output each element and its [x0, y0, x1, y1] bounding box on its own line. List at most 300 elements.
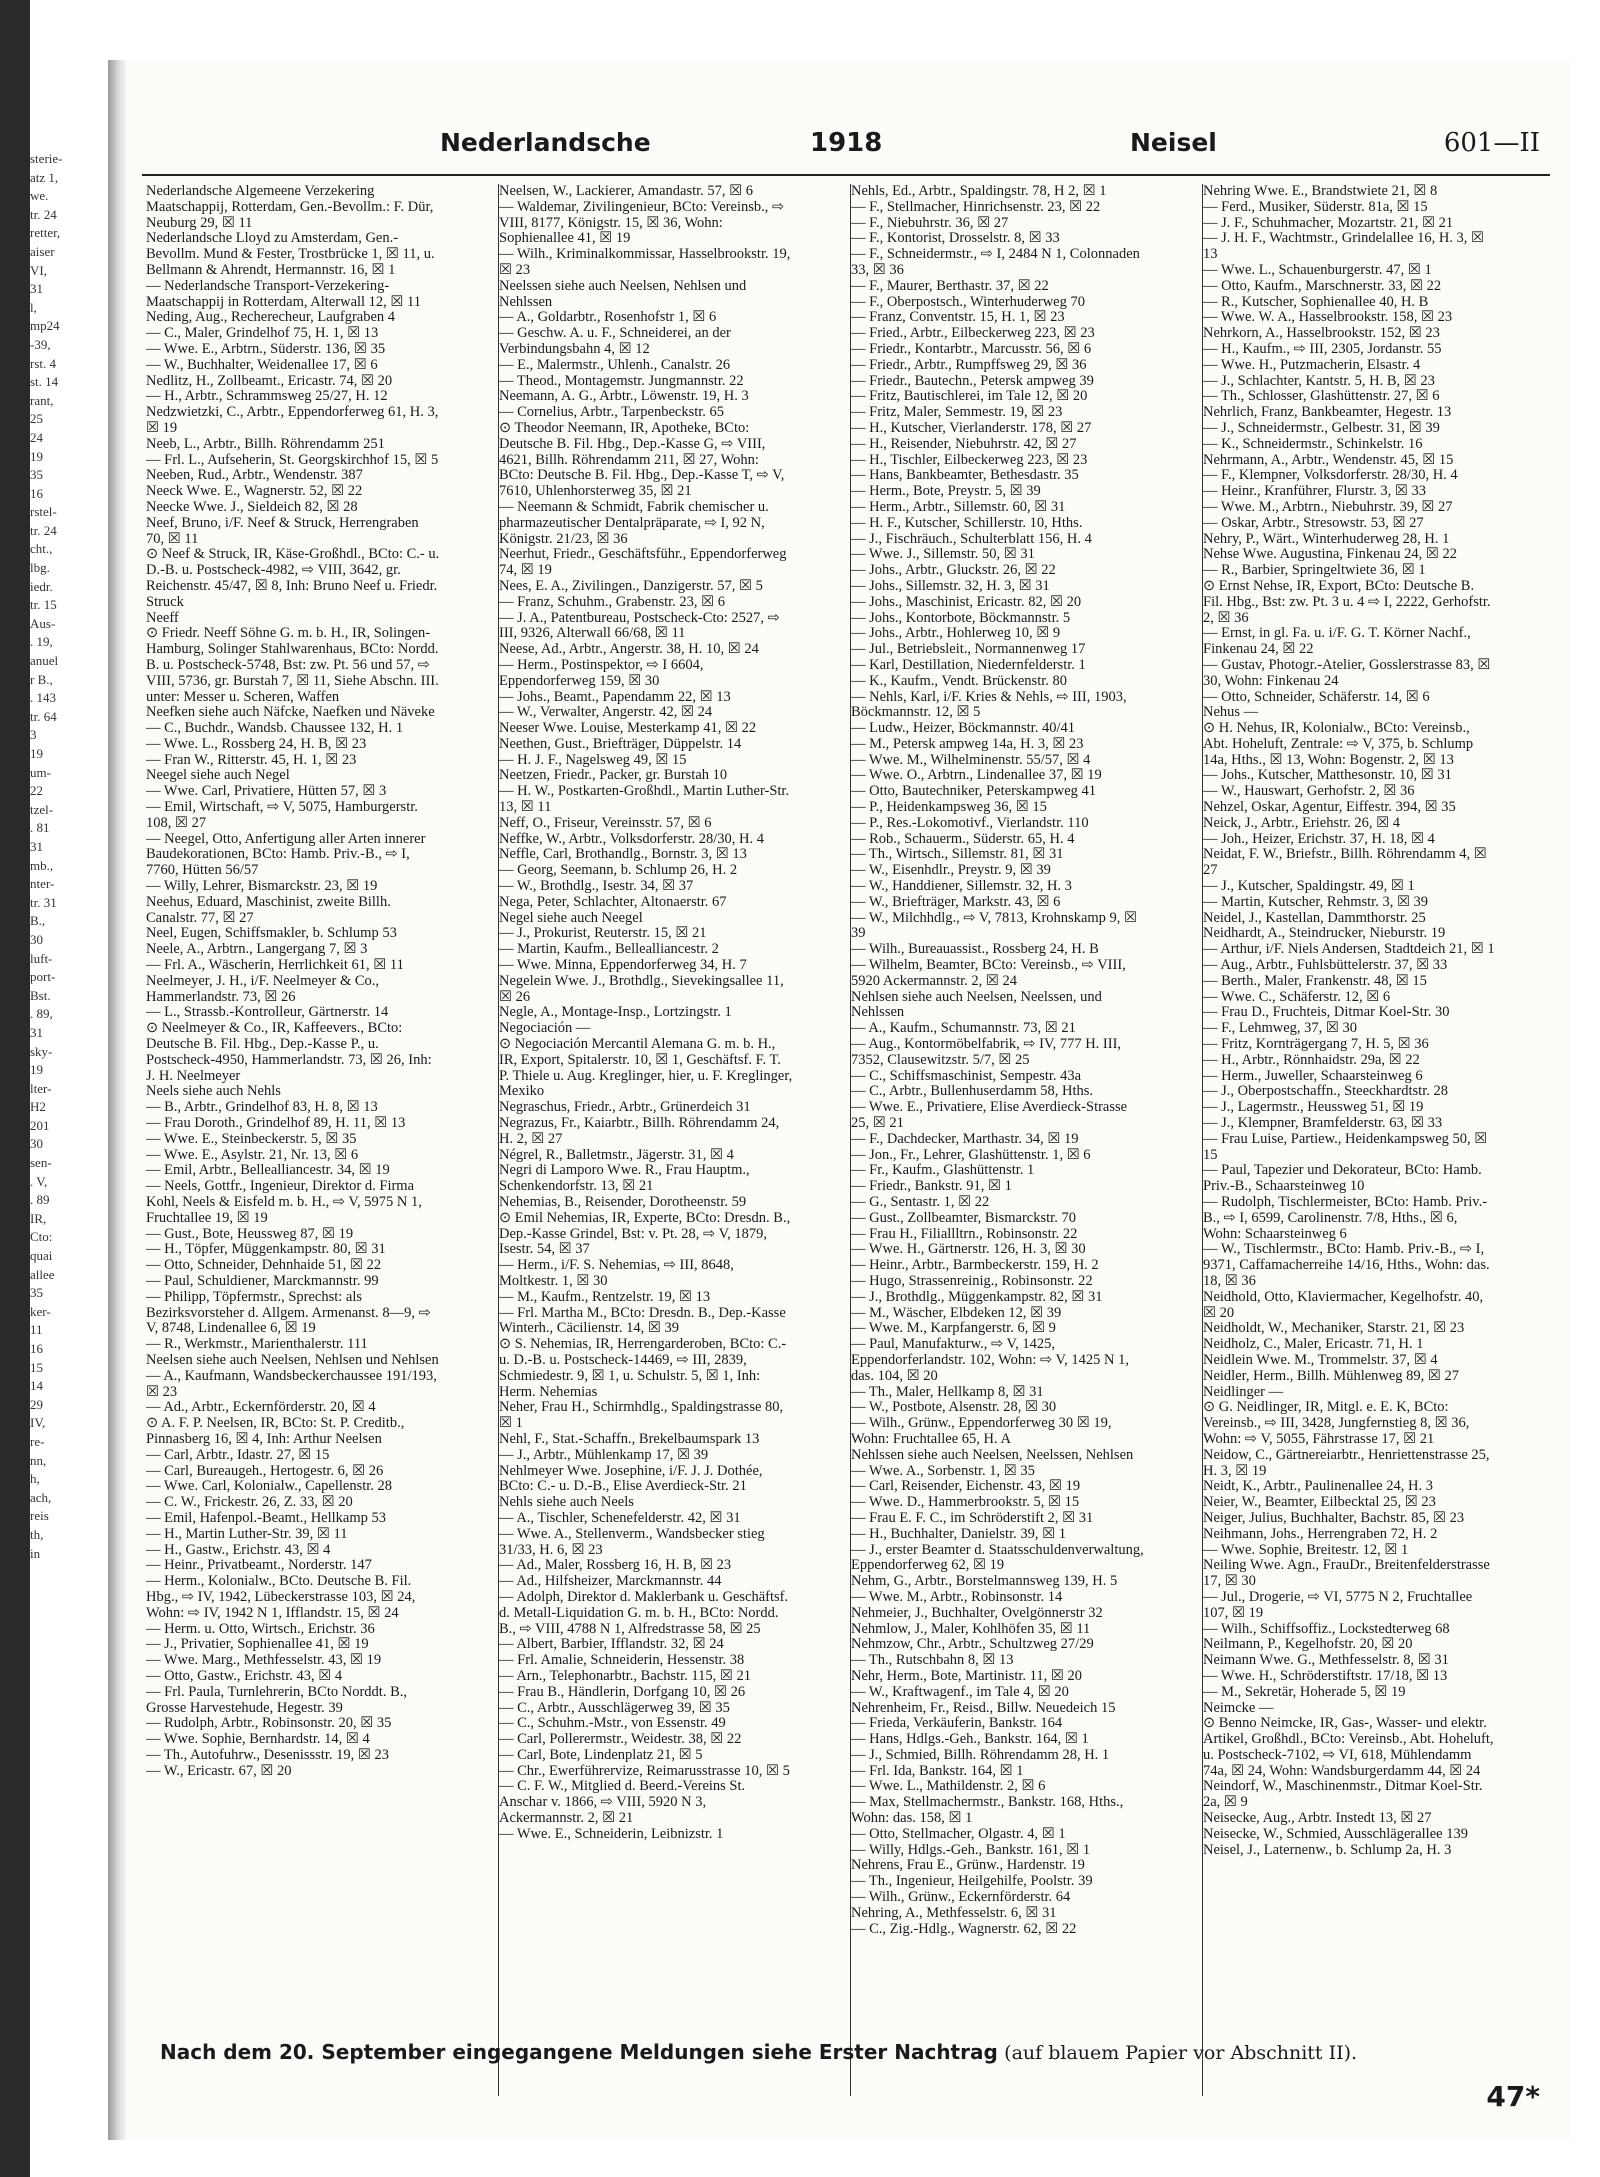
directory-entry: Nehls siehe auch Neels — [499, 1494, 634, 1511]
directory-entry: — W., Brothdlg., Isestr. 34, ☒ 37 — [499, 878, 694, 895]
directory-entry: — Fran W., Ritterstr. 45, H. 1, ☒ 23 — [146, 751, 357, 768]
directory-entry: — F., Lehmweg, 37, ☒ 30 — [1203, 1020, 1358, 1037]
fragment-line: B., — [30, 913, 46, 929]
directory-entry: — Karl, Destillation, Niedernfelderstr. 1 — [851, 656, 1086, 673]
directory-entry: — Franz, Schuhm., Grabenstr. 23, ☒ 6 — [499, 593, 726, 610]
directory-entry: — Frau Doroth., Grindelhof 89, H. 11, ☒ 13 — [146, 1115, 406, 1132]
directory-page — [126, 60, 1570, 2140]
directory-entry: — J., Lagermstr., Heussweg 51, ☒ 19 — [1203, 1099, 1424, 1116]
directory-entry: — Gust., Bote, Heussweg 87, ☒ 19 — [146, 1225, 354, 1242]
fragment-line: port- — [30, 969, 56, 985]
directory-entry: — H., Arbtr., Schrammsweg 25/27, H. 12 — [146, 388, 388, 405]
fragment-line: 16 — [30, 1341, 43, 1356]
directory-entry: Neele, A., Arbtrn., Langergang 7, ☒ 3 — [146, 941, 368, 958]
fragment-line: H2 — [30, 1099, 46, 1115]
directory-entry: — Frl. A., Wäscherin, Herrlichkeit 61, ☒ 11 — [146, 957, 404, 974]
directory-entry: — Rudolph, Arbtr., Robinsonstr. 20, ☒ 35 — [146, 1715, 392, 1732]
directory-entry: — Paul, Schuldiener, Marckmannstr. 99 — [146, 1272, 379, 1289]
directory-entry: Neff, O., Friseur, Vereinsstr. 57, ☒ 6 — [499, 814, 712, 831]
directory-entry: — Adolph, Direktor d. Maklerbank u. Geschäftsf. d. Metall-Liquidation G. m. b. H., BCto: Nordd. B., ⇨ VIII, 4788 N 1, Alfredstrasse 58, ☒ 25 — [499, 1588, 789, 1637]
fragment-line: Cto: — [30, 1229, 53, 1245]
directory-entry: Nedzwietzki, C., Arbtr., Eppendorferweg 61, H. 3, ☒ 19 — [146, 404, 439, 436]
directory-entry: Nehlmeyer Wwe. Josephine, i/F. J. J. Dothée, BCto: C.- u. D.-B., Elise Averdieck-Str. 21 — [499, 1462, 763, 1495]
fragment-line: rant, — [30, 392, 54, 408]
directory-entry: — Neels, Gottfr., Ingenieur, Direktor d. Firma Kohl, Neels & Eisfeld m. b. H., ⇨ V, 5975 N 1, Fruchtallee 19, ☒ 19 — [146, 1178, 422, 1226]
directory-entry: — W., Handdiener, Sillemstr. 32, H. 3 — [851, 878, 1072, 895]
fragment-line: l, — [30, 299, 37, 315]
directory-entry: Nehus — — [1203, 704, 1259, 721]
directory-entry: Nehzel, Oskar, Agentur, Eiffestr. 394, ☒ 35 — [1203, 799, 1456, 816]
directory-entry: Nehring, A., Methfesselstr. 6, ☒ 31 — [851, 1904, 1057, 1921]
directory-entry: — Frl. L., Aufseherin, St. Georgskirchhof 15, ☒ 5 — [146, 451, 439, 468]
directory-entry: — Albert, Barbier, Ifflandstr. 32, ☒ 24 — [499, 1636, 724, 1653]
directory-entry: — Heinr., Privatbeamt., Norderstr. 147 — [146, 1557, 372, 1574]
directory-entry: — Nederlandsche Transport-Verzekering-Maatschappij in Rotterdam, Alterwall 12, ☒ 11 — [146, 277, 422, 310]
directory-entry: — H., Kaufm., ⇨ III, 2305, Jordanstr. 55 — [1203, 340, 1442, 357]
directory-entry: — Carl, Bote, Lindenplatz 21, ☒ 5 — [499, 1746, 703, 1763]
directory-entry: — Carl, Bureaugeh., Hertogestr. 6, ☒ 26 — [146, 1462, 384, 1479]
directory-entry: — Friedr., Arbtr., Rumpffsweg 29, ☒ 36 — [851, 356, 1087, 373]
directory-entry: — H., Martin Luther-Str. 39, ☒ 11 — [146, 1525, 348, 1542]
fragment-line: 3 — [30, 727, 37, 743]
page-number: 601—II — [1443, 128, 1540, 158]
directory-entry: Nehr, Herm., Bote, Martinistr. 11, ☒ 20 — [851, 1667, 1082, 1684]
directory-entry: — Gustav, Photogr.-Atelier, Gosslerstrasse 83, ☒ 30, Wohn: Finkenau 24 — [1203, 656, 1491, 689]
footer-paper-note: (auf blauem Papier vor Abschnitt II). — [1004, 2042, 1358, 2064]
fragment-line: nter- — [30, 876, 55, 892]
directory-entry: — Neemann & Schmidt, Fabrik chemischer u. pharmazeutischer Dentalpräparate, ⇨ I, 92 N, Königstr. 21/23, ☒ 36 — [499, 498, 769, 547]
directory-entry: Neel, Eugen, Schiffsmakler, b. Schlump 53 — [146, 925, 397, 942]
directory-entry: Nehl, F., Stat.-Schaffn., Brekelbaumspark 13 — [499, 1430, 760, 1447]
directory-entry: — Wwe. A., Sorbenstr. 1, ☒ 35 — [851, 1462, 1035, 1479]
directory-entry: — Wwe. J., Sillemstr. 50, ☒ 31 — [851, 546, 1035, 563]
directory-entry: — Waldemar, Zivilingenieur, BCto: Vereinsb., ⇨ VIII, 8177, Königstr. 15, ☒ 36, Wohn: Sophienallee 41, ☒ 19 — [499, 198, 785, 247]
directory-entry: ⊙ Neelmeyer & Co., IR, Kaffeevers., BCto: Deutsche B. Fil. Hbg., Dep.-Kasse P., u. Postscheck-4950, Hammerlandstr. 73, ☒ 26, Inh: J. H. Neelmeyer — [146, 1020, 432, 1084]
directory-entry: Neisecke, Aug., Arbtr. Instedt 13, ☒ 27 — [1203, 1810, 1432, 1827]
directory-entry: Neisecke, W., Schmied, Ausschlägerallee 139 — [1203, 1825, 1468, 1842]
directory-entry: — Wwe. M., Arbtr., Robinsonstr. 14 — [851, 1588, 1063, 1605]
directory-entry: Neegel siehe auch Negel — [146, 767, 290, 784]
directory-entry: — Ad., Maler, Rossberg 16, H. B, ☒ 23 — [499, 1557, 732, 1574]
directory-entry: — Ernst, in gl. Fa. u. i/F. G. T. Körner Nachf., Finkenau 24, ☒ 22 — [1203, 625, 1471, 658]
directory-entry: — C., Arbtr., Bullenhuserdamm 58, Hths. — [851, 1083, 1094, 1100]
directory-entry: Nehm, G., Arbtr., Borstelmannsweg 139, H. 5 — [851, 1573, 1118, 1590]
directory-entry: — C., Schuhm.-Mstr., von Essenstr. 49 — [499, 1715, 726, 1732]
directory-entry: — Ferd., Musiker, Süderstr. 81a, ☒ 15 — [1203, 198, 1428, 215]
directory-entry: — Wwe. D., Hammerbrookstr. 5, ☒ 15 — [851, 1494, 1080, 1511]
directory-entry: Neidow, C., Gärtnereiarbtr., Henriettenstrasse 25, H. 3, ☒ 19 — [1203, 1446, 1490, 1479]
directory-entry: — Wwe. A., Stellenverm., Wandsbecker stieg 31/33, H. 6, ☒ 23 — [499, 1525, 765, 1558]
directory-entry: Nehlssen siehe auch Neelsen, Neelssen, Nehlsen — [851, 1446, 1134, 1463]
fragment-line: 30 — [30, 931, 43, 947]
directory-entry: — Emil, Hafenpol.-Beamt., Hellkamp 53 — [146, 1509, 387, 1526]
directory-entry: — Franz, Conventstr. 15, H. 1, ☒ 23 — [851, 309, 1065, 326]
directory-entry: — H. J. F., Nagelsweg 49, ☒ 15 — [499, 751, 687, 768]
directory-entry: — P., Heidenkampsweg 36, ☒ 15 — [851, 799, 1047, 816]
fragment-line: quai — [30, 1248, 53, 1264]
fragment-line: cht., — [30, 541, 53, 557]
directory-entry: — Emil, Wirtschaft, ⇨ V, 5075, Hamburgerstr. 108, ☒ 27 — [146, 799, 418, 831]
directory-entry: — Frau B., Händlerin, Dorfgang 10, ☒ 26 — [499, 1683, 746, 1700]
directory-entry: Neimcke — — [1203, 1699, 1274, 1716]
directory-entry: Neier, W., Beamter, Eilbecktal 25, ☒ 23 — [1203, 1494, 1436, 1511]
directory-entry: Neiger, Julius, Buchhalter, Bachstr. 85, ☒ 23 — [1203, 1509, 1465, 1526]
directory-entry: Neffle, Carl, Brothandlg., Bornstr. 3, ☒ 13 — [499, 846, 747, 863]
directory-entry: — Nehls, Karl, i/F. Kries & Nehls, ⇨ III, 1903, Böckmannstr. 12, ☒ 5 — [851, 688, 1127, 721]
directory-entry: Nederlandsche Lloyd zu Amsterdam, Gen.-Bevollm. Mund & Fester, Trostbrücke 1, ☒ 11, u. Bellmann & Ahrendt, Hermannstr. 16, ☒ 1 — [146, 230, 435, 278]
directory-entry: — Wwe. H., Schröderstiftstr. 17/18, ☒ 13 — [1203, 1667, 1448, 1684]
directory-entry: — Martin, Kutscher, Rehmstr. 3, ☒ 39 — [1203, 893, 1429, 910]
directory-entry: — Neegel, Otto, Anfertigung aller Arten innerer Baudekorationen, BCto: Hamb. Priv.-B., ⇨ I, 7760, Hütten 56/57 — [146, 830, 426, 879]
fragment-line: Bst. — [30, 987, 51, 1003]
fragment-line: 31 — [30, 1024, 43, 1040]
directory-entry: — H., Tischler, Eilbeckerweg 223, ☒ 23 — [851, 451, 1088, 468]
directory-entry: — Fried., Arbtr., Eilbeckerweg 223, ☒ 23 — [851, 325, 1095, 342]
directory-entry: — Theod., Montagemstr. Jungmannstr. 22 — [499, 372, 744, 389]
directory-entry: Neese, Ad., Arbtr., Angerstr. 38, H. 10, ☒ 24 — [499, 641, 759, 658]
directory-entry: — A., Goldarbtr., Rosenhofstr 1, ☒ 6 — [499, 309, 717, 326]
directory-entry: — J., erster Beamter d. Staatsschuldenverwaltung, Eppendorferweg 62, ☒ 19 — [851, 1541, 1144, 1574]
directory-entry: Neffke, W., Arbtr., Volksdorferstr. 28/30, H. 4 — [499, 830, 765, 847]
fragment-line: 19 — [30, 448, 43, 464]
fragment-line: 31 — [30, 281, 43, 297]
fragment-line: . 89 — [30, 1192, 50, 1208]
directory-entry: ⊙ Theodor Neemann, IR, Apotheke, BCto: Deutsche B. Fil. Hbg., Dep.-Kasse G, ⇨ VIII, 4621, Billh. Röhrendamm 211, ☒ 27, Wohn: BCto: Deutsche B. Fil. Hbg., Dep.-Kasse T, ⇨ V, 7610, Uhlenhorsterweg 35, ☒ 21 — [499, 419, 785, 500]
column-1 — [146, 184, 440, 2096]
directory-entry: — Cornelius, Arbtr., Tarpenbeckstr. 65 — [499, 404, 725, 421]
fragment-line: ker- — [30, 1303, 51, 1319]
directory-entry: — Otto, Gastw., Erichstr. 43, ☒ 4 — [146, 1667, 343, 1684]
directory-entry: Neidholz, C., Maler, Ericastr. 71, H. 1 — [1203, 1336, 1424, 1353]
fragment-line: luft- — [30, 950, 53, 966]
directory-entry: Nehring Wwe. E., Brandstwiete 21, ☒ 8 — [1203, 184, 1438, 199]
directory-entry: — J., Schneidermstr., Gelbestr. 31, ☒ 39 — [1203, 419, 1440, 436]
directory-entry: — Joh., Heizer, Erichstr. 37, H. 18, ☒ 4 — [1203, 830, 1435, 847]
directory-entry: — Johs., Arbtr., Hohlerweg 10, ☒ 9 — [851, 625, 1061, 642]
directory-entry: Neidler, Herm., Billh. Mühlenweg 89, ☒ 27 — [1203, 1367, 1460, 1384]
directory-entry: — W., Briefträger, Markstr. 43, ☒ 6 — [851, 893, 1061, 910]
directory-entry: Neidel, J., Kastellan, Dammthorstr. 25 — [1203, 909, 1426, 926]
fragment-line: um- — [30, 764, 51, 780]
directory-entry: — F., Oberpostsch., Winterhuderweg 70 — [851, 293, 1085, 310]
directory-entry: — Wilh., Schiffsoffiz., Lockstedterweg 68 — [1203, 1620, 1450, 1637]
header-right-keyword: Neisel — [1130, 128, 1217, 157]
directory-entry: — Berth., Maler, Frankenstr. 48, ☒ 15 — [1203, 972, 1427, 989]
fragment-line: mb., — [30, 857, 54, 873]
directory-entry: — J., Fischräuch., Schulterblatt 156, H. 4 — [851, 530, 1092, 547]
fragment-line: IR, — [30, 1210, 47, 1226]
directory-entry: Nehemias, B., Reisender, Dorotheenstr. 59 — [499, 1194, 747, 1210]
directory-entry: — Frl. Ida, Bankstr. 164, ☒ 1 — [851, 1762, 1024, 1779]
directory-entry: Neelsen siehe auch Neelsen, Nehlsen und Nehlsen — [146, 1351, 439, 1368]
directory-entry: — H. F., Kutscher, Schillerstr. 10, Hths. — [851, 514, 1083, 531]
directory-entry: — Frl. Martha M., BCto: Dresdn. B., Dep.-Kasse Winterh., Cäcilienstr. 14, ☒ 39 — [499, 1304, 786, 1337]
fragment-line: . 81 — [30, 820, 50, 836]
header-left-keyword: Nederlandsche — [440, 128, 651, 157]
directory-entry: — J. H. F., Wachtmstr., Grindelallee 16, H. 3, ☒ 13 — [1203, 230, 1485, 263]
directory-entry: ⊙ S. Nehemias, IR, Herrengarderoben, BCto: C.- u. D.-B. u. Postscheck-14469, ⇨ III, 2839, Schmiedestr. 9, ☒ 1, u. Schulstr. 5, ☒ 1, Inh: Herm. Nehemias — [499, 1336, 787, 1400]
directory-entry: Neidhardt, A., Steindrucker, Nieburstr. 19 — [1203, 925, 1446, 942]
fragment-line: 29 — [30, 1396, 43, 1412]
fragment-line: 11 — [30, 1322, 43, 1338]
directory-entry: — Wwe. Carl, Privatiere, Hütten 57, ☒ 3 — [146, 783, 387, 800]
directory-entry: — Otto, Schneider, Schäferstr. 14, ☒ 6 — [1203, 688, 1430, 705]
directory-entry: — Rudolph, Tischlermeister, BCto: Hamb. Priv.-B., ⇨ I, 6599, Carolinenstr. 7/8, Hths., ☒ 6, Wohn: Schaarsteinweg 6 — [1203, 1194, 1488, 1242]
directory-entry: — Wwe. M., Karpfangerstr. 6, ☒ 9 — [851, 1320, 1056, 1337]
directory-entry: Neemann, A. G., Arbtr., Löwenstr. 19, H. 3 — [499, 388, 749, 405]
fragment-line: atz 1, — [30, 169, 59, 185]
directory-entry: — Wwe. C., Schäferstr. 12, ☒ 6 — [1203, 988, 1391, 1005]
directory-entry: — H., Arbtr., Rönnhaidstr. 29a, ☒ 22 — [1203, 1051, 1420, 1068]
directory-entry: Neeben, Rud., Arbtr., Wendenstr. 387 — [146, 467, 363, 484]
directory-entry: — Th., Autofuhrw., Desenissstr. 19, ☒ 23 — [146, 1746, 389, 1763]
directory-entry: — Herm. u. Otto, Wirtsch., Erichstr. 36 — [146, 1620, 375, 1637]
directory-entry: — J., Schmied, Billh. Röhrendamm 28, H. 1 — [851, 1746, 1110, 1763]
fragment-line: . 89, — [30, 1006, 53, 1022]
directory-entry: — Wwe. M., Arbtrn., Niebuhrstr. 39, ☒ 27 — [1203, 498, 1453, 515]
directory-entry: Neehus, Eduard, Maschinist, zweite Billh. Canalstr. 77, ☒ 27 — [146, 893, 391, 926]
directory-entry: — Wilh., Grünw., Eppendorferweg 30 ☒ 19, Wohn: Fruchtallee 65, H. A — [851, 1415, 1112, 1447]
fragment-line: lter- — [30, 1080, 52, 1096]
fragment-line: allee — [30, 1266, 55, 1282]
directory-entry: — Philipp, Töpfermstr., Sprechst: als Bezirksvorsteher d. Allgem. Armenanst. 8—9, ⇨ V, 8748, Lindenallee 6, ☒ 19 — [146, 1288, 431, 1337]
footer-bold-text: Nach dem 20. September eingegangene Meldungen siehe Erster Nachtrag — [160, 2040, 998, 2064]
directory-entry: Neisel, J., Laternenw., b. Schlump 2a, H. 3 — [1203, 1841, 1452, 1858]
directory-entry: Neelsen, W., Lackierer, Amandastr. 57, ☒ 6 — [499, 184, 754, 199]
directory-entry: — Frl. Paula, Turnlehrerin, BCto Norddt. B., Grosse Harvestehude, Hegestr. 39 — [146, 1683, 408, 1716]
directory-entry: — Wwe. H., Gärtnerstr. 126, H. 3, ☒ 30 — [851, 1241, 1086, 1258]
directory-entry: — Wwe. Sophie, Breitestr. 12, ☒ 1 — [1203, 1541, 1409, 1558]
directory-entry: — Wwe. O., Arbtrn., Lindenallee 37, ☒ 19 — [851, 767, 1102, 784]
column-4 — [1202, 184, 1497, 2096]
header-year: 1918 — [810, 128, 883, 158]
directory-entry: Neidhold, Otto, Klaviermacher, Kegelhofstr. 40, ☒ 20 — [1203, 1288, 1484, 1321]
directory-entry: — Wwe. L., Schauenburgerstr. 47, ☒ 1 — [1203, 261, 1432, 278]
directory-entry: Nehrkorn, A., Hasselbrookstr. 152, ☒ 23 — [1203, 325, 1440, 342]
fragment-line: 30 — [30, 1136, 43, 1152]
directory-entry: — P., Res.-Lokomotivf., Vierlandstr. 110 — [851, 814, 1089, 831]
fragment-line: 15 — [30, 1359, 43, 1375]
directory-entry: Neelmeyer, J. H., i/F. Neelmeyer & Co., Hammerlandstr. 73, ☒ 26 — [146, 972, 380, 1005]
directory-entry: — W., Tischlermstr., BCto: Hamb. Priv.-B., ⇨ I, 9371, Caffamacherreihe 14/16, Hths., Wohn: das. 18, ☒ 36 — [1203, 1241, 1490, 1289]
fragment-line: aiser — [30, 243, 55, 259]
directory-entry: — J., Brothdlg., Müggenkampstr. 82, ☒ 31 — [851, 1288, 1103, 1305]
directory-entry: — Carl, Arbtr., Idastr. 27, ☒ 15 — [146, 1446, 330, 1463]
directory-entry: Negle, A., Montage-Insp., Lortzingstr. 1 — [499, 1004, 732, 1021]
directory-entry: — J., Schlachter, Kantstr. 5, H. B, ☒ 23 — [1203, 372, 1435, 389]
directory-entry: — Arn., Telephonarbtr., Bachstr. 115, ☒ 21 — [499, 1667, 752, 1684]
directory-entry: — Wilhelm, Beamter, BCto: Vereinsb., ⇨ VIII, 5920 Ackermannstr. 2, ☒ 24 — [851, 957, 1126, 989]
directory-entry: — Th., Schlosser, Glashüttenstr. 27, ☒ 6 — [1203, 388, 1440, 405]
directory-entry: Neeff — [146, 609, 179, 626]
directory-entry: Neerhut, Friedr., Geschäftsführ., Eppendorferweg 74, ☒ 19 — [499, 546, 787, 579]
directory-entry: Neidt, K., Arbtr., Paulinenallee 24, H. 3 — [1203, 1478, 1433, 1495]
directory-entry: — Gust., Zollbeamter, Bismarckstr. 70 — [851, 1209, 1076, 1226]
directory-entry: — Frl. Amalie, Schneiderin, Hessenstr. 38 — [499, 1652, 745, 1669]
directory-entry: — J. F., Schuhmacher, Mozartstr. 21, ☒ 21 — [1203, 214, 1454, 231]
directory-entry: Neecke Wwe. J., Sieldeich 82, ☒ 28 — [146, 498, 358, 515]
fragment-line: 25 — [30, 411, 43, 427]
directory-entry: Nehlsen siehe auch Neelsen, Neelssen, und Nehlssen — [851, 988, 1102, 1021]
directory-entry: — Wwe. L., Rossberg 24, H. B, ☒ 23 — [146, 735, 367, 752]
directory-entry: — Herm., Juweller, Schaarsteinweg 6 — [1203, 1067, 1423, 1084]
directory-entry: — Hans, Hdlgs.-Geh., Bankstr. 164, ☒ 1 — [851, 1731, 1089, 1748]
directory-entry: — Wwe. H., Putzmacherin, Elsastr. 4 — [1203, 356, 1421, 373]
header-rule — [142, 174, 1550, 176]
directory-entry: Neher, Frau H., Schirmhdlg., Spaldingstrasse 80, ☒ 1 — [499, 1399, 784, 1432]
directory-entry: — M., Sekretär, Hoherade 5, ☒ 19 — [1203, 1683, 1406, 1700]
directory-entry: Neefken siehe auch Näfcke, Naefken und Näveke — [146, 704, 435, 721]
fragment-line: -39, — [30, 336, 51, 352]
directory-entry: — Frau H., Filiallltrn., Robinsonstr. 22 — [851, 1225, 1078, 1242]
directory-entry: — W., Ericastr. 67, ☒ 20 — [146, 1762, 292, 1779]
directory-entry: ⊙ Friedr. Neeff Söhne G. m. b. H., IR, Solingen-Hamburg, Solinger Stahlwarenhaus, BCto: Nordd. B. u. Postscheck-5748, Bst: zw. Pt. 56 und 57, ⇨ VIII, 5736, gr. Burstah 7, ☒ 11, Siehe Abschn. III. unter: Messer u. Scheren, Waffen — [146, 625, 439, 705]
directory-entry: Nehry, P., Wärt., Winterhuderweg 28, H. 1 — [1203, 530, 1450, 547]
column-2 — [498, 184, 793, 2096]
fragment-line: 31 — [30, 838, 43, 854]
directory-entry: — F., Klempner, Volksdorferstr. 28/30, H. 4 — [1203, 467, 1458, 484]
fragment-line: 19 — [30, 746, 43, 761]
directory-entry: — Ludw., Heizer, Böckmannstr. 40/41 — [851, 720, 1075, 737]
directory-entry: — Wilh., Grünw., Eckernförderstr. 64 — [851, 1889, 1071, 1906]
scan-dark-edge — [0, 0, 30, 2177]
directory-entry: — Emil, Arbtr., Bellealliancestr. 34, ☒ 19 — [146, 1162, 390, 1179]
directory-entry: — C. F. W., Mitglied d. Beerd.-Vereins St. Anschar v. 1866, ⇨ VIII, 5920 N 3, Ackermannstr. 2, ☒ 21 — [499, 1778, 746, 1827]
directory-entry: — W., Buchhalter, Weidenallee 17, ☒ 6 — [146, 356, 378, 373]
directory-entry: — Wwe. W. A., Hasselbrookstr. 158, ☒ 23 — [1203, 309, 1453, 326]
directory-entry: — Georg, Seemann, b. Schlump 26, H. 2 — [499, 862, 738, 879]
column-3 — [850, 184, 1145, 2096]
directory-entry: Neidholdt, W., Mechaniker, Starstr. 21, ☒ 23 — [1203, 1320, 1465, 1337]
directory-entry: — Th., Rutschbahn 8, ☒ 13 — [851, 1652, 1014, 1669]
directory-entry: Neick, J., Arbtr., Eriehstr. 26, ☒ 4 — [1203, 814, 1401, 831]
directory-entry: — Frau E. F. C., im Schröderstift 2, ☒ 31 — [851, 1509, 1094, 1526]
directory-entry: Neidlein Wwe. M., Trommelstr. 37, ☒ 4 — [1203, 1351, 1438, 1368]
directory-entry: — Johs., Kontorbote, Böckmannstr. 5 — [851, 609, 1071, 626]
directory-entry: — Wwe. L., Mathildenstr. 2, ☒ 6 — [851, 1778, 1046, 1795]
directory-entry: — Wwe. E., Asylstr. 21, Nr. 13, ☒ 6 — [146, 1146, 359, 1163]
directory-entry: Nedlitz, H., Zollbeamt., Ericastr. 74, ☒ 20 — [146, 372, 393, 389]
directory-entry: — K., Kaufm., Vendt. Brückenstr. 80 — [851, 672, 1067, 689]
directory-entry: — Ad., Arbtr., Eckernförderstr. 20, ☒ 4 — [146, 1399, 376, 1416]
fragment-line: . V, — [30, 1173, 48, 1189]
fragment-line: iedr. — [30, 578, 53, 594]
directory-entry: — G., Sentastr. 1, ☒ 22 — [851, 1194, 990, 1210]
directory-entry: — Paul, Tapezier und Dekorateur, BCto: Hamb. Priv.-B., Schaarsteinweg 10 — [1203, 1162, 1482, 1195]
fragment-line: 14 — [30, 1378, 43, 1394]
directory-entry: — E., Malermstr., Uhlenh., Canalstr. 26 — [499, 356, 731, 373]
fragment-line: Aus- — [30, 615, 56, 631]
directory-entry: — J., Kutscher, Spaldingstr. 49, ☒ 1 — [1203, 878, 1415, 895]
directory-entry: — Martin, Kaufm., Bellealliancestr. 2 — [499, 941, 719, 958]
directory-entry: ⊙ H. Nehus, IR, Kolonialw., BCto: Vereinsb., Abt. Hoheluft, Zentrale: ⇨ V, 375, b. Schlump 14a, Hths., ☒ 13, Wohn: Bogenstr. 2, ☒ 13 — [1203, 720, 1474, 768]
directory-entry: — J., Privatier, Sophienallee 41, ☒ 19 — [146, 1636, 369, 1653]
directory-entry: — C. W., Frickestr. 26, Z. 33, ☒ 20 — [146, 1494, 353, 1511]
fragment-line: re- — [30, 1433, 45, 1449]
directory-entry: — Otto, Stellmacher, Olgastr. 4, ☒ 1 — [851, 1825, 1066, 1842]
directory-entry: — Heinr., Arbtr., Barmbeckerstr. 159, H. 2 — [851, 1257, 1099, 1274]
directory-entry: — Herm., i/F. S. Nehemias, ⇨ III, 8648, Moltkestr. 1, ☒ 30 — [499, 1257, 734, 1289]
directory-entry: — R., Kutscher, Sophienallee 40, H. B — [1203, 293, 1429, 310]
fragment-line: 35 — [30, 1285, 43, 1301]
directory-entry: Neihmann, Johs., Herrengraben 72, H. 2 — [1203, 1525, 1438, 1542]
directory-entry: — Aug., Kontormöbelfabrik, ⇨ IV, 777 H. III, 7352, Clausewitzstr. 5/7, ☒ 25 — [851, 1036, 1122, 1068]
directory-entry: — Friedr., Bautechn., Petersk ampweg 39 — [851, 372, 1094, 389]
directory-entry: — Herm., Postinspektor, ⇨ I 6604, Eppendorferweg 159, ☒ 30 — [499, 656, 704, 689]
directory-entry: Nehmeier, J., Buchhalter, Ovelgönnerstr 32 — [851, 1604, 1103, 1621]
directory-entry: — Fritz, Kornträgergang 7, H. 5, ☒ 36 — [1203, 1036, 1429, 1053]
fragment-line: sen- — [30, 1155, 52, 1171]
directory-entry: — Geschw. A. u. F., Schneiderei, an der Verbindungsbahn 4, ☒ 12 — [499, 325, 731, 357]
directory-entry: — Paul, Manufakturw., ⇨ V, 1425, Eppendorferlandstr. 102, Wohn: ⇨ V, 1425 N 1, das. 104, ☒ 20 — [851, 1336, 1130, 1384]
directory-entry: — Wwe. E., Schneiderin, Leibnizstr. 1 — [499, 1825, 724, 1842]
directory-entry: Negraschus, Friedr., Arbtr., Grünerdeich 31 — [499, 1099, 751, 1116]
fragment-line: nn, — [30, 1452, 47, 1468]
directory-entry: Neeb, L., Arbtr., Billh. Röhrendamm 251 — [146, 435, 385, 452]
directory-entry: — Jul., Betriebsleit., Normannenweg 17 — [851, 641, 1086, 658]
directory-entry: — Herm., Kolonialw., BCto. Deutsche B. Fil. Hbg., ⇨ IV, 1942, Lübeckerstrasse 103, ☒ 24, Wohn: ⇨ IV, 1942 N 1, Ifflandstr. 15, ☒ 24 — [146, 1573, 416, 1621]
fragment-line: 24 — [30, 429, 43, 445]
directory-entry: — J., Prokurist, Reuterstr. 15, ☒ 21 — [499, 925, 707, 942]
fragment-line: . 19, — [30, 634, 53, 650]
directory-entry: — Otto, Kaufm., Marschnerstr. 33, ☒ 22 — [1203, 277, 1442, 294]
directory-entry: — C., Arbtr., Ausschlägerweg 39, ☒ 35 — [499, 1699, 730, 1716]
fragment-line: anuel — [30, 653, 59, 669]
directory-entry: Nehrens, Frau E., Grünw., Hardenstr. 19 — [851, 1857, 1085, 1874]
book-gutter — [108, 60, 126, 2140]
directory-entry: Négrel, R., Balletmstr., Jägerstr. 31, ☒ 4 — [499, 1146, 734, 1163]
directory-entry: Nega, Peter, Schlachter, Altonaerstr. 67 — [499, 893, 727, 910]
directory-entry: — Wwe. Sophie, Bernhardstr. 14, ☒ 4 — [146, 1731, 370, 1748]
fragment-line: ach, — [30, 1489, 52, 1505]
directory-entry: — Willy, Lehrer, Bismarckstr. 23, ☒ 19 — [146, 878, 378, 895]
previous-page-fragment — [30, 150, 108, 2090]
fragment-line: r B., — [30, 671, 53, 687]
directory-entry: Neindorf, W., Maschinenmstr., Ditmar Koel-Str. 2a, ☒ 9 — [1203, 1778, 1483, 1811]
directory-entry: — Carl, Pollerermstr., Weidestr. 38, ☒ 22 — [499, 1731, 742, 1748]
directory-entry: — Frau D., Fruchteis, Ditmar Koel-Str. 30 — [1203, 1004, 1450, 1021]
fragment-line: . 143 — [30, 690, 56, 706]
directory-entry: — Fritz, Maler, Semmestr. 19, ☒ 23 — [851, 404, 1063, 421]
directory-entry: — Chr., Ewerführervize, Reimarusstrasse 10, ☒ 5 — [499, 1762, 790, 1779]
fragment-line: VI, — [30, 262, 47, 278]
directory-entry: — J., Arbtr., Mühlenkamp 17, ☒ 39 — [499, 1446, 709, 1463]
fragment-line: IV, — [30, 1415, 46, 1431]
directory-entry: — Oskar, Arbtr., Stresowstr. 53, ☒ 27 — [1203, 514, 1424, 531]
directory-entry: — Wwe. Marg., Methfesselstr. 43, ☒ 19 — [146, 1652, 382, 1669]
directory-entry: — Th., Maler, Hellkamp 8, ☒ 31 — [851, 1383, 1044, 1400]
directory-entry: — H., Reisender, Niebuhrstr. 42, ☒ 27 — [851, 435, 1077, 452]
directory-entry: — F., Stellmacher, Hinrichsenstr. 23, ☒ 22 — [851, 198, 1101, 215]
directory-entry: — Herm., Bote, Preystr. 5, ☒ 39 — [851, 483, 1041, 500]
directory-entry: Nehmzow, Chr., Arbtr., Schultzweg 27/29 — [851, 1636, 1094, 1653]
directory-entry: — Frau Luise, Partiew., Heidenkampsweg 50, ☒ 15 — [1203, 1130, 1488, 1163]
fragment-line: we. — [30, 188, 49, 204]
directory-entry: — Hans, Bankbeamter, Bethesdastr. 35 — [851, 467, 1079, 484]
page-header — [140, 128, 1550, 168]
directory-entry: — Th., Wirtsch., Sillemstr. 81, ☒ 31 — [851, 846, 1064, 863]
directory-entry: ⊙ Neef & Struck, IR, Käse-Großhdl., BCto: C.- u. D.-B. u. Postscheck-4982, ⇨ VIII, 3642, gr. Reichenstr. 45/47, ☒ 8, Inh: Bruno Neef u. Friedr. Struck — [146, 546, 440, 610]
directory-entry: — M., Petersk ampweg 14a, H. 3, ☒ 23 — [851, 735, 1084, 752]
fragment-line: mp24 — [30, 318, 60, 334]
directory-entry: — Friedr., Kontarbtr., Marcusstr. 56, ☒ 6 — [851, 340, 1092, 357]
directory-columns — [146, 184, 1556, 2096]
fragment-line: tzel- — [30, 801, 54, 817]
directory-entry: — Heinr., Kranführer, Flurstr. 3, ☒ 33 — [1203, 483, 1427, 500]
directory-entry: — H., Buchhalter, Danielstr. 39, ☒ 1 — [851, 1525, 1066, 1542]
directory-entry: — Johs., Arbtr., Gluckstr. 26, ☒ 22 — [851, 562, 1056, 579]
directory-entry: — W., Verwalter, Angerstr. 42, ☒ 24 — [499, 704, 713, 721]
